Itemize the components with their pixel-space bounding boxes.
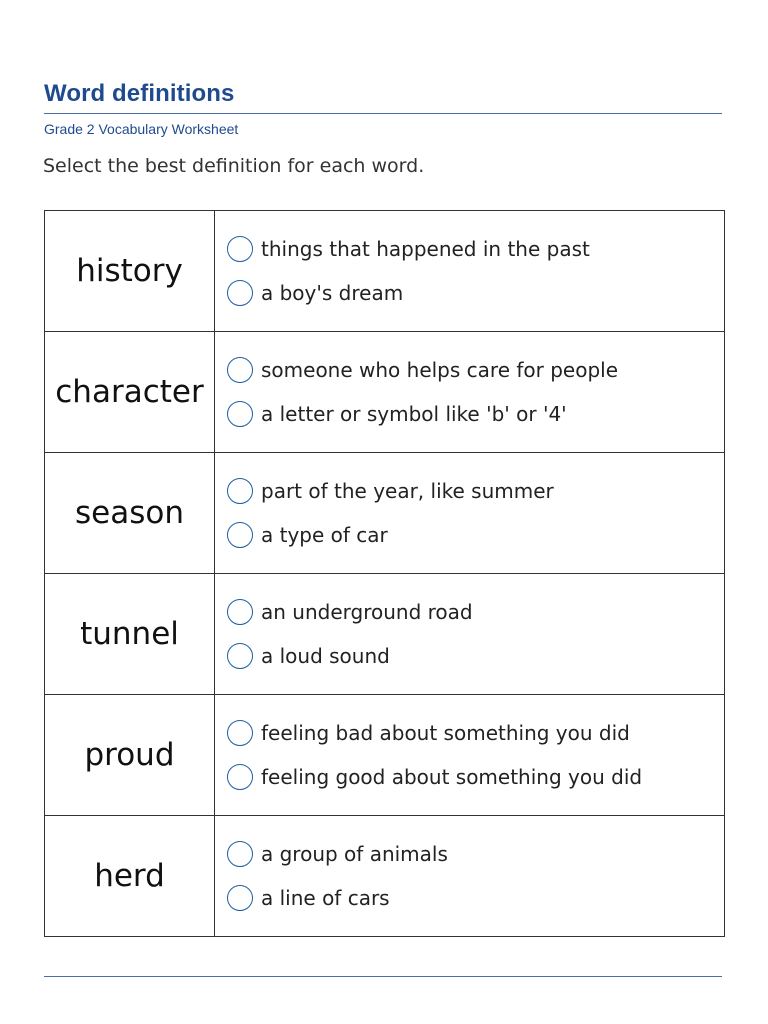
word-character: character	[45, 332, 215, 453]
option[interactable]	[227, 513, 724, 557]
table-row	[45, 332, 725, 453]
option[interactable]	[227, 876, 724, 920]
table-row	[45, 816, 725, 937]
radio-button[interactable]	[227, 236, 253, 262]
table-row	[45, 574, 725, 695]
option-label: a loud sound	[261, 644, 390, 668]
option-label: a letter or symbol like 'b' or '4'	[261, 402, 567, 426]
options-cell	[215, 574, 725, 695]
radio-button[interactable]	[227, 643, 253, 669]
table-row	[45, 453, 725, 574]
option[interactable]	[227, 832, 724, 876]
worksheet-table	[44, 210, 725, 937]
option-label: a boy's dream	[261, 281, 404, 305]
option-label: feeling bad about something you did	[261, 721, 630, 745]
table-row	[45, 695, 725, 816]
radio-button[interactable]	[227, 841, 253, 867]
footer-divider	[44, 976, 722, 977]
option-label: part of the year, like summer	[261, 479, 554, 503]
word-history: history	[45, 211, 215, 332]
options-cell	[215, 211, 725, 332]
option[interactable]	[227, 590, 724, 634]
option[interactable]	[227, 634, 724, 678]
options-cell	[215, 695, 725, 816]
option-label: a group of animals	[261, 842, 448, 866]
option-label: a type of car	[261, 523, 388, 547]
option[interactable]	[227, 348, 724, 392]
word-herd: herd	[45, 816, 215, 937]
option[interactable]	[227, 711, 724, 755]
option[interactable]	[227, 227, 724, 271]
radio-button[interactable]	[227, 478, 253, 504]
option-label: feeling good about something you did	[261, 765, 643, 789]
options-cell	[215, 453, 725, 574]
option[interactable]	[227, 271, 724, 315]
title-divider	[44, 113, 722, 114]
word-tunnel: tunnel	[45, 574, 215, 695]
option[interactable]	[227, 469, 724, 513]
option-label: an underground road	[261, 600, 473, 624]
page-title: Word definitions	[44, 80, 235, 107]
radio-button[interactable]	[227, 522, 253, 548]
options-cell	[215, 816, 725, 937]
option[interactable]	[227, 755, 724, 799]
word-proud: proud	[45, 695, 215, 816]
table-row	[45, 211, 725, 332]
option[interactable]	[227, 392, 724, 436]
option-label: someone who helps care for people	[261, 358, 619, 382]
radio-button[interactable]	[227, 764, 253, 790]
radio-button[interactable]	[227, 280, 253, 306]
option-label: things that happened in the past	[261, 237, 590, 261]
radio-button[interactable]	[227, 357, 253, 383]
instructions: Select the best definition for each word.	[43, 155, 425, 177]
radio-button[interactable]	[227, 720, 253, 746]
option-label: a line of cars	[261, 886, 390, 910]
radio-button[interactable]	[227, 599, 253, 625]
radio-button[interactable]	[227, 401, 253, 427]
page-subtitle: Grade 2 Vocabulary Worksheet	[44, 121, 239, 137]
word-season: season	[45, 453, 215, 574]
radio-button[interactable]	[227, 885, 253, 911]
options-cell	[215, 332, 725, 453]
